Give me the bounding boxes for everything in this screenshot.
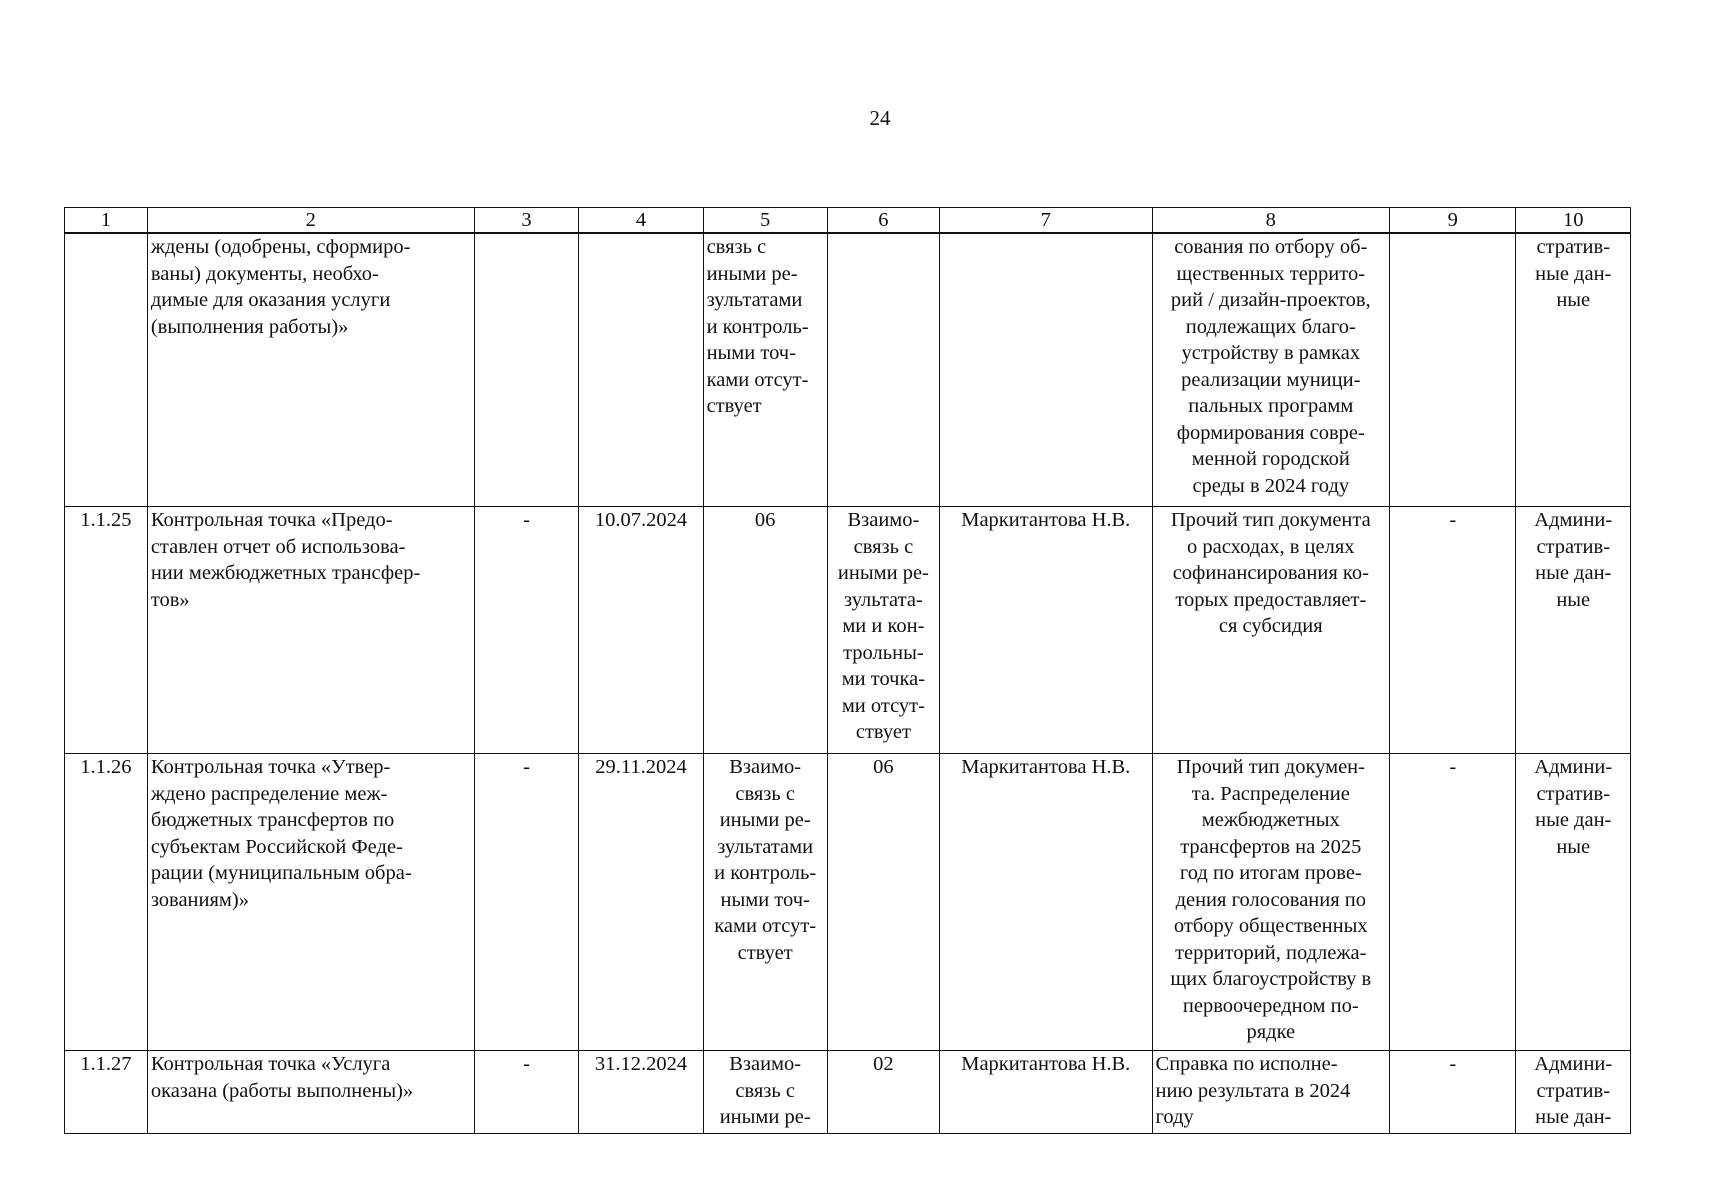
- table-row: [65, 507, 1631, 754]
- col5-cell: 06: [703, 507, 827, 754]
- table-row: [65, 754, 1631, 1051]
- control-point-name-cell: ждены (одобрены, сформиро- ваны) документы, необхо- димые для оказания услуги (выполнения работы)»: [147, 233, 474, 507]
- responsible-cell: Маркитантова Н.В.: [940, 507, 1153, 754]
- col9-cell: -: [1390, 754, 1516, 1051]
- responsible-cell: Маркитантова Н.В.: [940, 1051, 1153, 1134]
- row-number-cell: [65, 233, 148, 507]
- date-cell: 10.07.2024: [579, 507, 703, 754]
- date-cell: 29.11.2024: [579, 754, 703, 1051]
- row-number-cell: 1.1.25: [65, 507, 148, 754]
- col6-cell: 02: [827, 1051, 939, 1134]
- col5-cell: Взаимо- связь с иными ре-: [703, 1051, 827, 1134]
- col6-cell: [827, 233, 939, 507]
- column-header: 2: [147, 208, 474, 234]
- col5-cell: Взаимо- связь с иными ре- зультатами и контроль- ными точ- ками отсут- ствует: [703, 754, 827, 1051]
- column-header: 5: [703, 208, 827, 234]
- table-row: [65, 1051, 1631, 1134]
- column-header: 3: [474, 208, 579, 234]
- column-header: 6: [827, 208, 939, 234]
- document-type-cell: Прочий тип докумен- та. Распределение межбюджетных трансфертов на 2025 год по итогам прове- дения голосования по отбору общественных территорий, подлежа- щих благоустройству в первоочередном по- рядке: [1152, 754, 1390, 1051]
- row-number-cell: 1.1.27: [65, 1051, 148, 1134]
- col3-cell: -: [474, 507, 579, 754]
- row-number-cell: 1.1.26: [65, 754, 148, 1051]
- date-cell: 31.12.2024: [579, 1051, 703, 1134]
- control-point-name-cell: Контрольная точка «Утвер- ждено распределение меж- бюджетных трансфертов по субъектам Российской Феде- рации (муниципальным обра- зованиям)»: [147, 754, 474, 1051]
- col3-cell: [474, 233, 579, 507]
- data-source-cell: стратив- ные дан- ные: [1516, 233, 1631, 507]
- control-point-name-cell: Контрольная точка «Услуга оказана (работы выполнены)»: [147, 1051, 474, 1134]
- col6-cell: 06: [827, 754, 939, 1051]
- column-header: 10: [1516, 208, 1631, 234]
- page-number: 24: [869, 106, 891, 130]
- col9-cell: -: [1390, 1051, 1516, 1134]
- document-type-cell: сования по отбору об- щественных террито- рий / дизайн-проектов, подлежащих благо- устройству в рамках реализации муници- пальных программ формирования совре- менной городской среды в 2024 году: [1152, 233, 1390, 507]
- data-source-cell: Админи- стратив- ные дан- ные: [1516, 754, 1631, 1051]
- table-row: [65, 233, 1631, 507]
- column-header: 8: [1152, 208, 1390, 234]
- document-type-cell: Справка по исполне- нию результата в 2024 году: [1152, 1051, 1390, 1134]
- responsible-cell: Маркитантова Н.В.: [940, 754, 1153, 1051]
- col9-cell: -: [1390, 507, 1516, 754]
- data-source-cell: Админи- стратив- ные дан-: [1516, 1051, 1631, 1134]
- col3-cell: -: [474, 1051, 579, 1134]
- column-header: 9: [1390, 208, 1516, 234]
- document-type-cell: Прочий тип документа о расходах, в целях софинансирования ко- торых предоставляет- ся субсидия: [1152, 507, 1390, 754]
- col5-cell: связь с иными ре- зультатами и контроль- ными точ- ками отсут- ствует: [703, 233, 827, 507]
- column-header: 1: [65, 208, 148, 234]
- column-header: 4: [579, 208, 703, 234]
- col6-cell: Взаимо- связь с иными ре- зультата- ми и кон- трольны- ми точка- ми отсут- ствует: [827, 507, 939, 754]
- col3-cell: -: [474, 754, 579, 1051]
- control-point-name-cell: Контрольная точка «Предо- ставлен отчет об использова- нии межбюджетных трансфер- тов»: [147, 507, 474, 754]
- data-source-cell: Админи- стратив- ные дан- ные: [1516, 507, 1631, 754]
- control-points-table: [64, 207, 1631, 1134]
- col9-cell: [1390, 233, 1516, 507]
- responsible-cell: [940, 233, 1153, 507]
- date-cell: [579, 233, 703, 507]
- column-number-header-row: [65, 208, 1631, 234]
- column-header: 7: [940, 208, 1153, 234]
